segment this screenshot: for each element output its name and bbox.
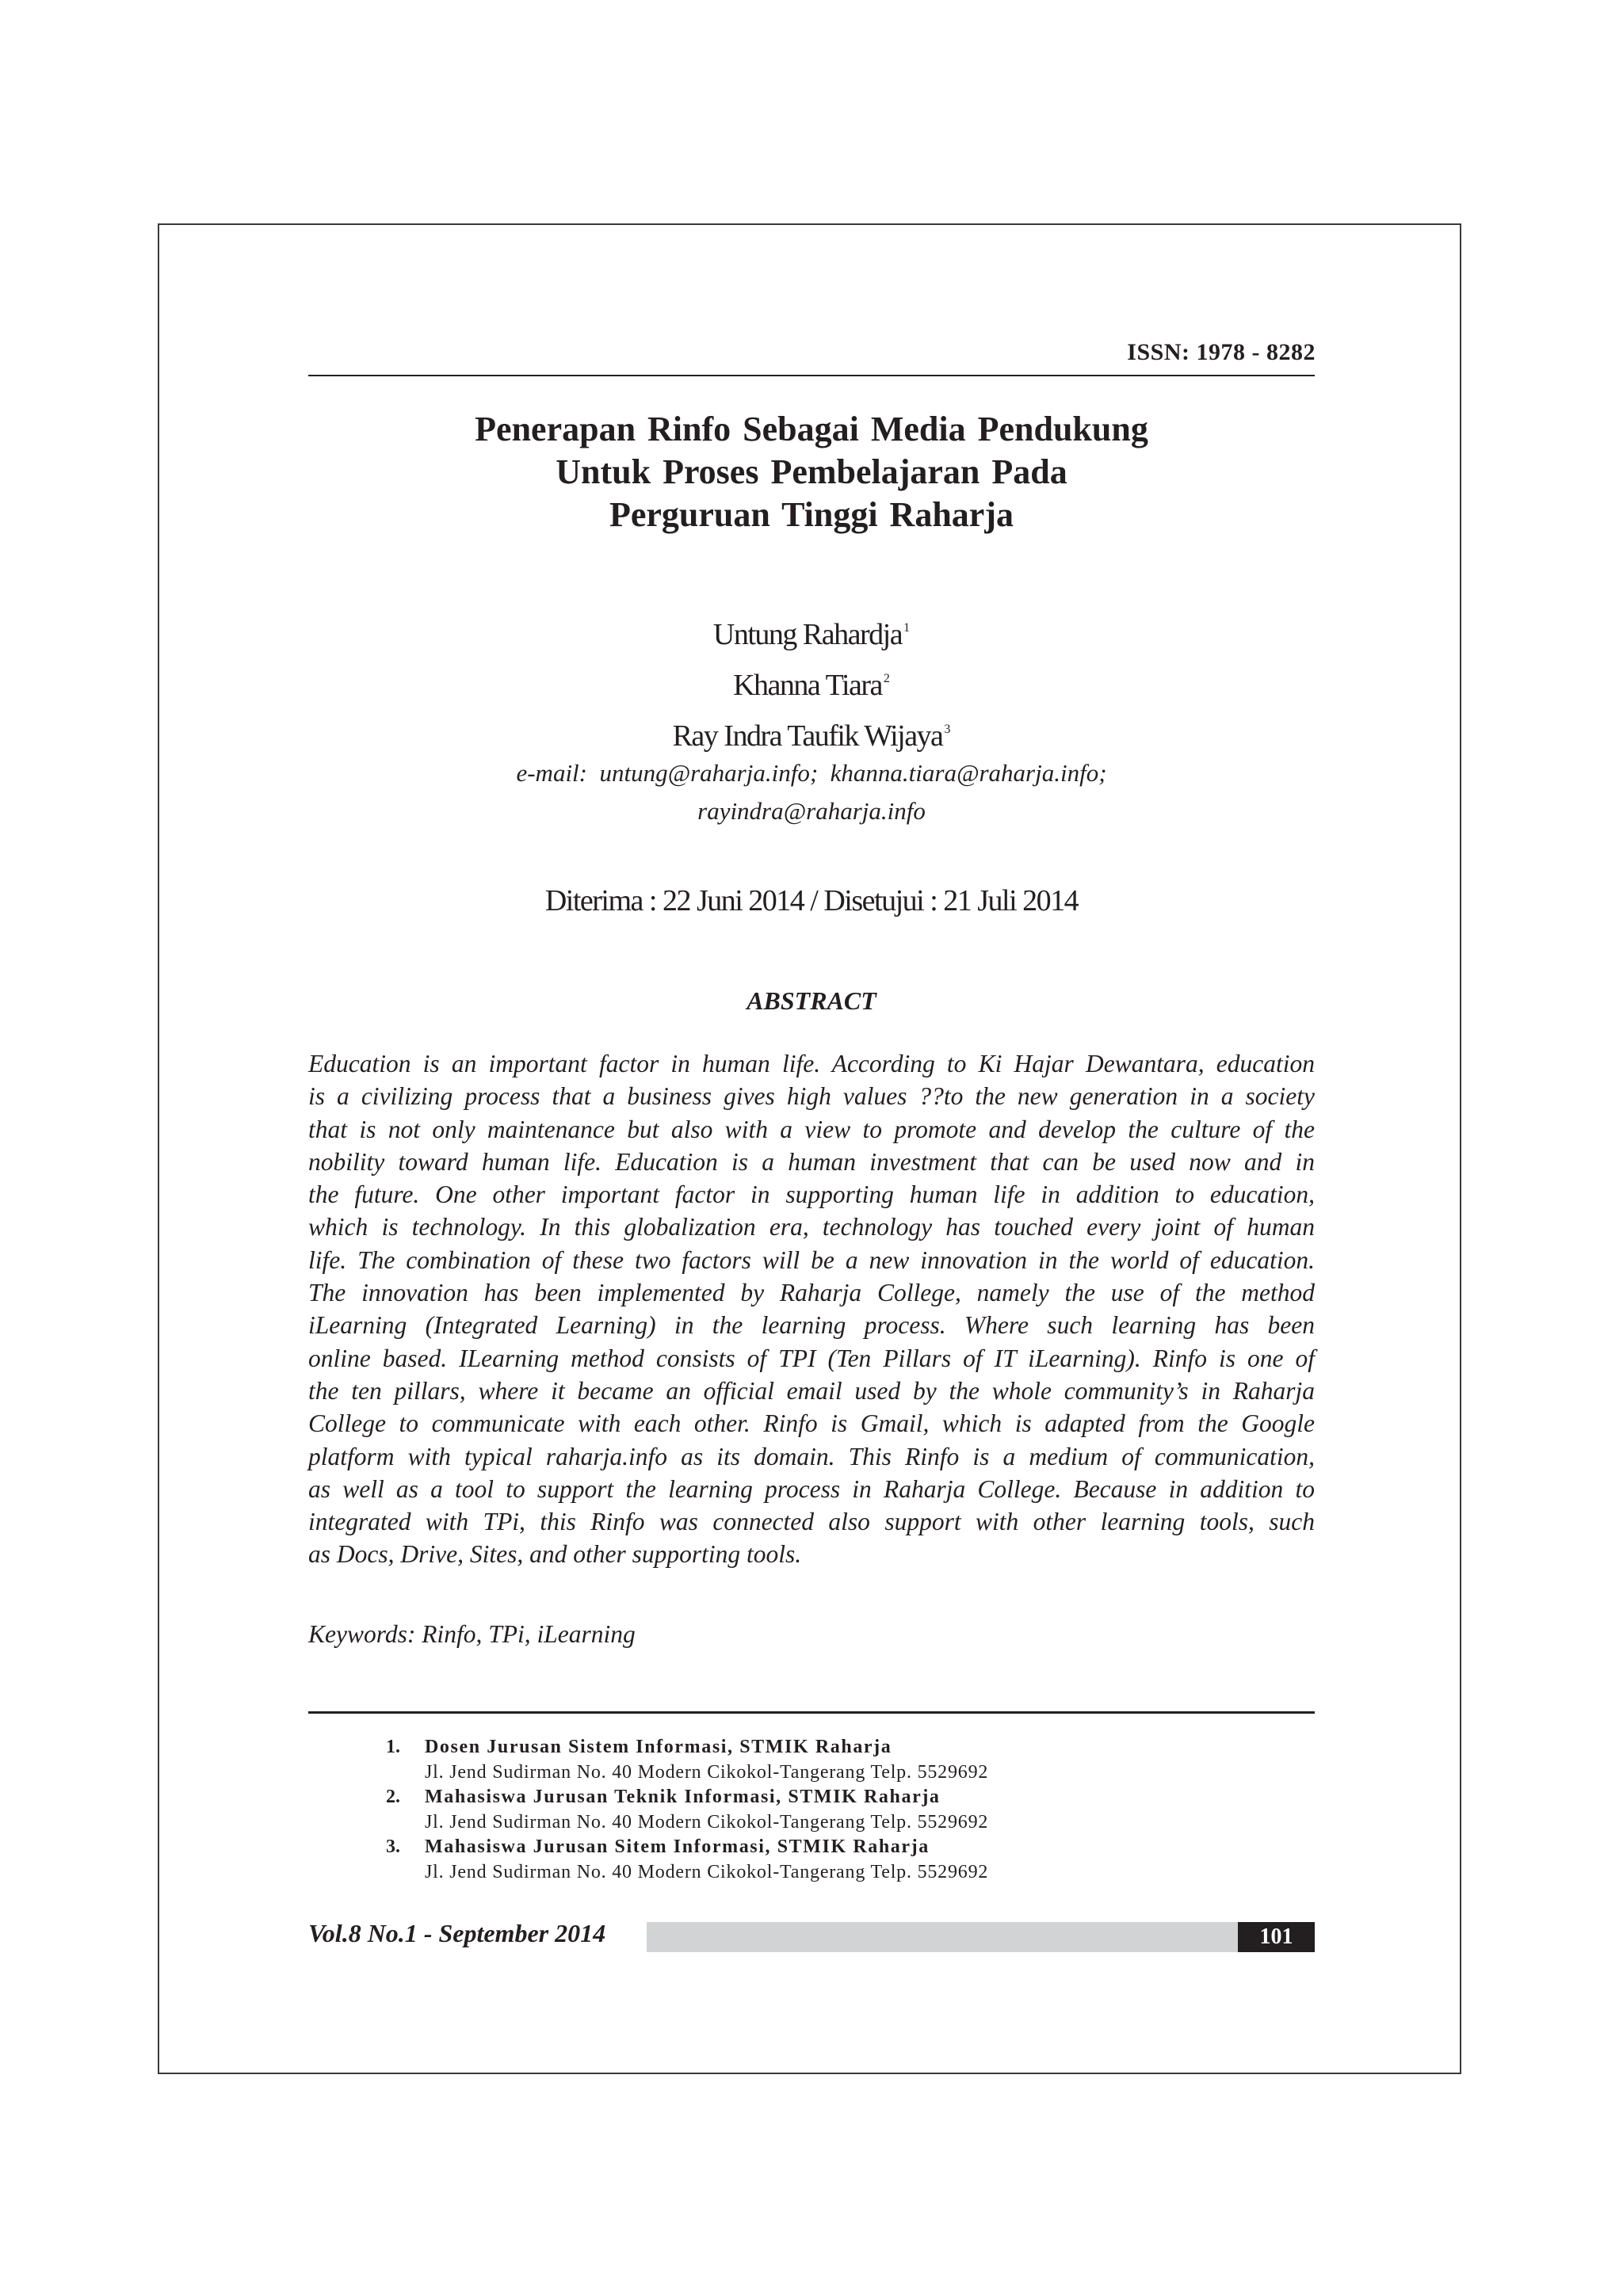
affiliation-number: 1. [386,1737,400,1757]
abstract-line: online based. ILearning method consists of TPI (Ten Pillars of IT iLearning). Rinfo is one of [308,1344,1315,1372]
author-list [308,606,1315,758]
email-line: rayindra@raharja.info [697,797,926,825]
issn-label: ISSN: 1978 - 8282 [1127,339,1316,365]
abstract-line: platform with typical raharja.info as its domain. This Rinfo is a medium of communication, [308,1442,1315,1470]
author-affiliation-mark: 1 [903,621,911,635]
abstract-line: nobility toward human life. Education is a human investment that can be used now and in [308,1147,1315,1176]
affiliation-name: Mahasiswa Jurusan Sitem Informasi, STMIK Raharja [425,1836,930,1857]
affiliation-name: Mahasiswa Jurusan Teknik Informasi, STMIK Raharja [425,1787,941,1807]
abstract-line: integrated with TPi, this Rinfo was connected also support with other learning tools, such [308,1508,1315,1536]
author-name: Khanna Tiara [733,669,882,702]
title-line: Untuk Proses Pembelajaran Pada [556,452,1067,491]
author [308,707,1315,758]
abstract-heading: ABSTRACT [747,986,876,1015]
abstract-line: The innovation has been implemented by Raharja College, namely the use of the method [308,1279,1315,1307]
submission-dates: Diterima : 22 Juni 2014 / Disetujui : 21 Juli 2014 [544,884,1079,917]
affiliation-name: Dosen Jurusan Sistem Informasi, STMIK Raharja [425,1737,892,1757]
author-affiliation-mark: 3 [944,723,951,736]
abstract-text [308,1047,1315,1571]
author-name: Ray Indra Taufik Wijaya [672,719,943,753]
abstract-line: College to communicate with each other. Rinfo is Gmail, which is adapted from the Google [308,1409,1315,1438]
keywords: Keywords: Rinfo, TPi, iLearning [308,1620,636,1648]
abstract-line: life. The combination of these two factors will be a new innovation in the world of education. [308,1245,1315,1274]
author-affiliation-mark: 2 [883,672,890,685]
footer-volume: Vol.8 No.1 - September 2014 [308,1919,606,1947]
header-divider [308,375,1315,376]
abstract-line: which is technology. In this globalization era, technology has touched every joint of human [308,1213,1315,1241]
affiliation-list [386,1735,1258,1885]
title-line: Perguruan Tinggi Raharja [609,495,1014,534]
affiliation-address: Jl. Jend Sudirman No. 40 Modern Cikokol-Tangerang Telp. 5529692 [425,1861,989,1882]
author-emails [308,754,1315,830]
affiliation-number: 3. [386,1836,400,1857]
abstract-line: is a civilizing process that a business gives high values ??to the new generation in a society [308,1082,1315,1111]
abstract-line: as Docs, Drive, Sites, and other supporting tools. [308,1540,802,1569]
abstract-line: Education is an important factor in human life. According to Ki Hajar Dewantara, education [308,1050,1315,1077]
author [308,606,1315,657]
abstract-line: the ten pillars, where it became an official email used by the whole community’s in Raharja [308,1376,1315,1405]
author-name: Untung Rahardja [712,618,903,651]
abstract-line: as well as a tool to support the learning process in Raharja College. Because in addition to [308,1474,1315,1503]
affiliation-number: 2. [386,1787,400,1807]
affiliation-item [386,1835,1258,1885]
abstract-line: iLearning (Integrated Learning) in the learning process. Where such learning has been [308,1311,1315,1340]
footer-bar [647,1922,1238,1952]
author [308,657,1315,707]
affiliation-address: Jl. Jend Sudirman No. 40 Modern Cikokol-Tangerang Telp. 5529692 [425,1811,989,1833]
affiliation-item [386,1735,1258,1785]
paper-title [308,408,1315,536]
affiliation-address: Jl. Jend Sudirman No. 40 Modern Cikokol-Tangerang Telp. 5529692 [425,1761,989,1783]
abstract-line: the future. One other important factor in supporting human life in addition to education, [308,1180,1315,1209]
abstract-line: that is not only maintenance but also with a view to promote and develop the culture of the [308,1115,1315,1143]
page-number: 101 [1238,1922,1315,1952]
footnote-divider [308,1711,1315,1714]
email-line: e-mail: untung@raharja.info; khanna.tiara@raharja.info; [516,759,1107,787]
title-line: Penerapan Rinfo Sebagai Media Pendukung [475,410,1148,448]
affiliation-item [386,1785,1258,1835]
